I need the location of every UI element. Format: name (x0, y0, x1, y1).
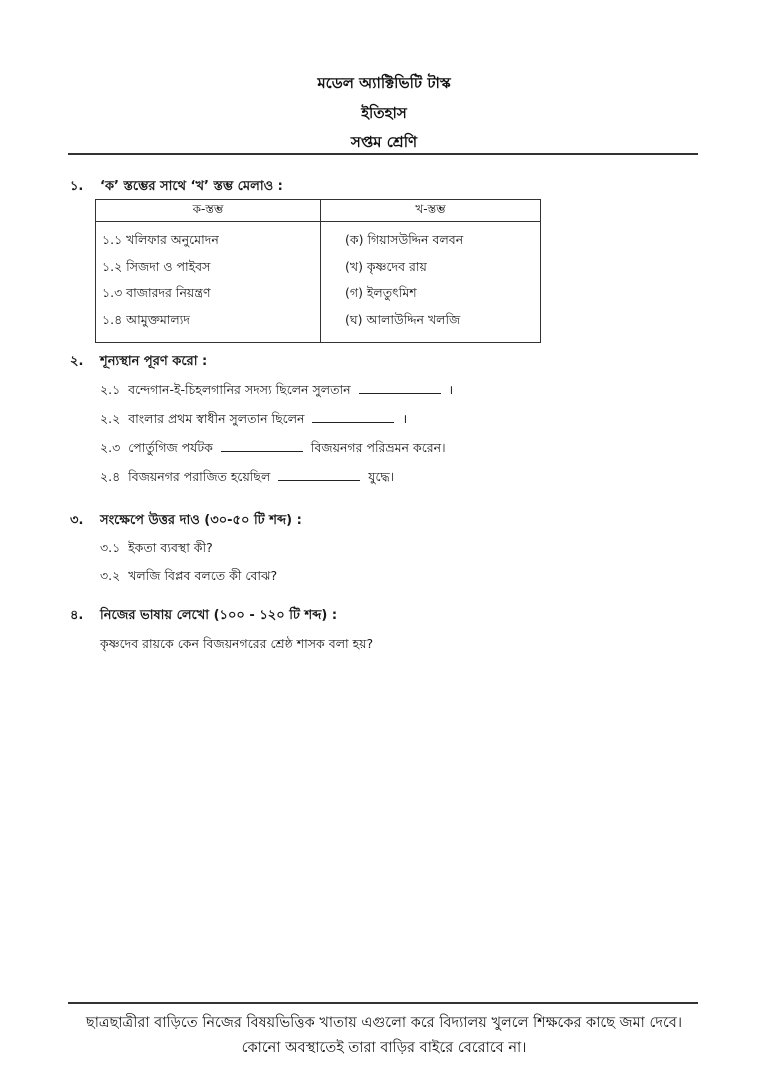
item-number: ৩.১ (100, 540, 121, 555)
answer-blank[interactable] (359, 381, 441, 394)
question-3-heading: সংক্ষেপে উত্তর দাও (৩০-৫০ টি শব্দ) : (100, 513, 302, 528)
question-1-heading: ‘ক’ স্তম্ভের সাথে ‘খ’ স্তম্ভ মেলাও : (100, 179, 283, 194)
item-text: ইকতা ব্যবস্থা কী? (128, 540, 213, 555)
footer-instruction-line-1: ছাত্রছাত্রীরা বাড়িতে নিজের বিষয়ভিত্তিক খাতায় এগুলো করে বিদ্যালয় খুললে শিক্ষকের কাছে জমা দেবে। (85, 1015, 683, 1031)
answer-blank[interactable] (221, 439, 303, 452)
subject-title: ইতিহাস (361, 104, 407, 122)
item-number: ২.১ (100, 382, 121, 397)
header-divider (68, 153, 698, 155)
question-2-number: ২. (70, 354, 84, 369)
table-row: (ক) গিয়াসউদ্দিন বলবন (345, 232, 464, 247)
answer-blank[interactable] (278, 468, 360, 481)
item-text: খলজি বিপ্লব বলতে কী বোঝ? (128, 568, 278, 583)
column-ka (96, 222, 321, 343)
fill-blank-item (100, 381, 453, 402)
question-4-number: ৪. (70, 608, 84, 623)
footer-divider (68, 1002, 698, 1004)
question-4-heading: নিজের ভাষায় লেখো (১০০ - ১২০ টি শব্দ) : (100, 608, 338, 623)
item-text: বাংলার প্রথম স্বাধীন সুলতান ছিলেন (128, 411, 305, 426)
item-text: পোর্তুগিজ পর্যটক (128, 440, 213, 455)
matching-table (95, 199, 541, 343)
fill-blank-item (100, 468, 394, 489)
table-row: ১.৩ বাজারদর নিয়ন্ত্রণ (102, 285, 211, 300)
question-1-number: ১. (70, 179, 84, 194)
class-title: সপ্তম শ্রেণি (350, 133, 418, 151)
item-text-end: যুদ্ধে। (368, 469, 395, 484)
table-row: ১.৪ আমুক্তমাল্যদ (102, 311, 190, 327)
short-answer-item (100, 568, 277, 588)
document-title: মডেল অ্যাক্টিভিটি টাস্ক (317, 74, 451, 92)
table-row: ১.২ সিজদা ও পাইবস (102, 258, 211, 274)
question-2-heading: শূন্যস্থান পূরণ করো : (100, 354, 208, 369)
short-answer-item (100, 540, 213, 560)
footer-instruction-line-2: কোনো অবস্থাতেই তারা বাড়ির বাইরে বেরোবে না। (241, 1040, 527, 1056)
item-number: ৩.২ (100, 568, 121, 583)
fill-blank-item (100, 410, 407, 431)
item-number: ২.৪ (100, 469, 121, 484)
question-3-number: ৩. (70, 513, 84, 528)
item-text: বিজয়নগর পরাজিত হয়েছিল (128, 469, 271, 484)
item-text-end: । (402, 411, 408, 426)
table-row: (খ) কৃষ্ণদেব রায় (345, 258, 427, 274)
table-row: ১.১ খলিফার অনুমোদন (102, 232, 219, 247)
item-number: ২.২ (100, 411, 121, 426)
item-text: বন্দেগান-ই-চিহলগানির সদস্য ছিলেন সুলতান (128, 382, 351, 397)
fill-blank-item (100, 439, 446, 460)
item-text-end: বিজয়নগর পরিভ্রমন করেন। (310, 440, 446, 455)
item-text-end: । (448, 382, 454, 397)
table-row: (ঘ) আলাউদ্দিন খলজি (345, 311, 461, 327)
item-number: ২.৩ (100, 440, 121, 455)
column-header-ka: ক-স্তম্ভ (96, 200, 321, 222)
essay-question-text: কৃষ্ণদেব রায়কে কেন বিজয়নগরের শ্রেষ্ঠ শাসক বলা হয়? (100, 636, 374, 651)
column-kha (321, 222, 541, 343)
column-header-kha: খ-স্তম্ভ (321, 200, 541, 222)
answer-blank[interactable] (312, 410, 394, 423)
table-row: (গ) ইলতুৎমিশ (345, 285, 417, 300)
